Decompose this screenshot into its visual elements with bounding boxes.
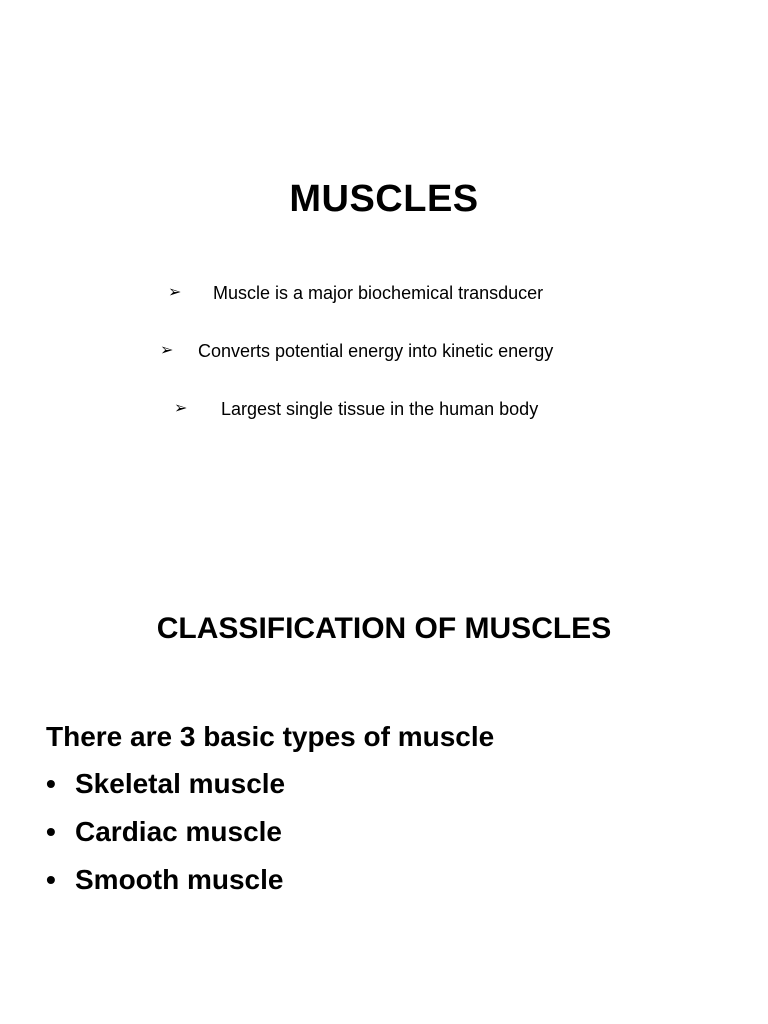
list-item-text: Smooth muscle	[75, 864, 284, 895]
intro-item	[160, 338, 600, 364]
page-title: MUSCLES	[289, 178, 479, 220]
types-heading: There are 3 basic types of muscle	[46, 721, 495, 752]
intro-item-text: Converts potential energy into kinetic energy	[198, 341, 554, 361]
bullet-icon: •	[46, 864, 56, 895]
intro-item	[168, 280, 588, 306]
intro-item-text: Largest single tissue in the human body	[221, 399, 539, 419]
list-item-text: Skeletal muscle	[75, 768, 286, 799]
intro-item-text: Muscle is a major biochemical transducer	[213, 283, 544, 303]
intro-item	[174, 396, 574, 422]
classification-title: CLASSIFICATION OF MUSCLES	[156, 612, 612, 645]
arrow-bullet-icon: ➢	[174, 400, 188, 417]
arrow-bullet-icon: ➢	[160, 342, 174, 359]
arrow-bullet-icon: ➢	[168, 284, 182, 301]
list-item-text: Cardiac muscle	[75, 816, 282, 847]
bullet-icon: •	[46, 768, 56, 799]
bullet-icon: •	[46, 816, 56, 847]
